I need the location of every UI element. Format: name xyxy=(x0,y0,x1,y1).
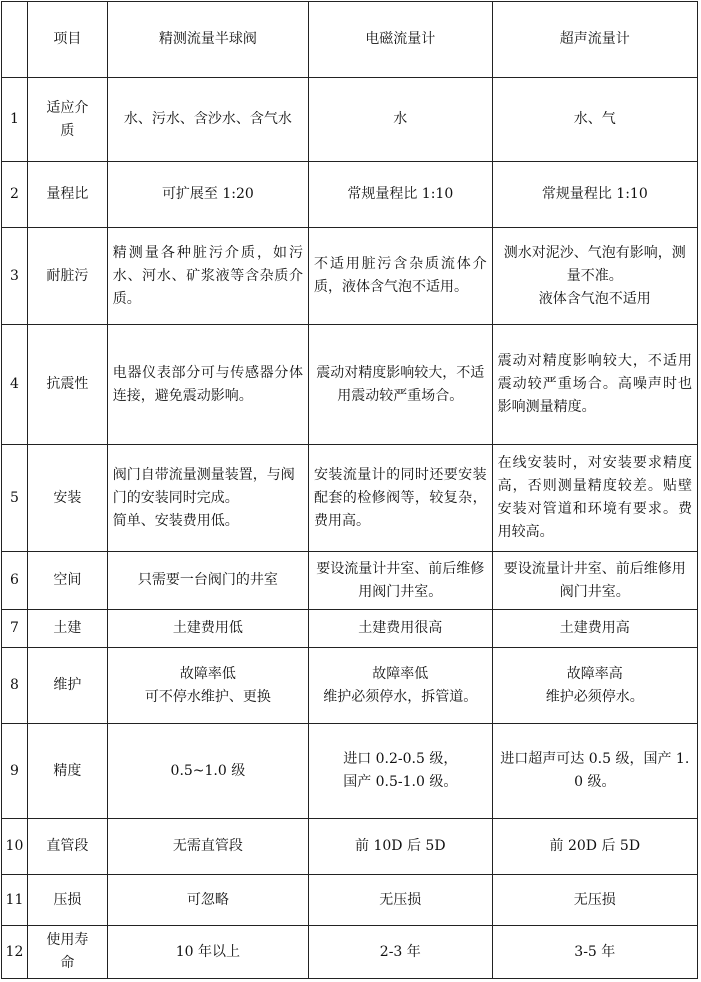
valve-cell: 可扩展至 1:20 xyxy=(107,162,308,228)
ultrasonic-cell: 要设流量计井室、前后维修用阀门井室。 xyxy=(492,552,697,610)
row-item: 使用寿命 xyxy=(27,926,107,979)
electromagnetic-cell: 水 xyxy=(309,78,493,162)
valve-line: 阀门自带流量测量装置，与阀门的安装同时完成。 xyxy=(112,466,295,506)
row-item: 抗震性 xyxy=(27,325,107,445)
valve-cell: 0.5~1.0 级 xyxy=(107,724,308,819)
header-cell-electromagnetic: 电磁流量计 xyxy=(309,2,493,78)
electromagnetic-cell: 不适用脏污含杂质流体介质，液体含气泡不适用。 xyxy=(309,228,493,325)
header-cell-valve: 精测流量半球阀 xyxy=(107,2,308,78)
valve-line: 故障率低 xyxy=(179,665,236,682)
ultrasonic-cell: 水、气 xyxy=(492,78,697,162)
row-item: 直管段 xyxy=(27,819,107,875)
table-row xyxy=(2,325,698,445)
ultrasonic-cell: 震动对精度影响较大，不适用震动较严重场合。高噪声时也影响测量精度。 xyxy=(492,325,697,445)
table-row xyxy=(2,875,698,926)
header-cell-num xyxy=(2,2,28,78)
ultrasonic-cell: 土建费用高 xyxy=(492,610,697,648)
header-cell-ultrasonic: 超声流量计 xyxy=(492,2,697,78)
table-row xyxy=(2,819,698,875)
electromagnetic-cell: 2-3 年 xyxy=(309,926,493,979)
valve-cell: 无需直管段 xyxy=(107,819,308,875)
row-number: 1 xyxy=(2,78,28,162)
electromagnetic-cell: 要设流量计井室、前后维修用阀门井室。 xyxy=(309,552,493,610)
valve-line: 简单、安装费用低。 xyxy=(112,512,239,529)
row-number: 3 xyxy=(2,228,28,325)
table-row xyxy=(2,78,698,162)
row-number: 7 xyxy=(2,610,28,648)
table-row xyxy=(2,445,698,552)
valve-cell: 10 年以上 xyxy=(107,926,308,979)
table-row xyxy=(2,162,698,228)
table-row xyxy=(2,926,698,979)
electromagnetic-line: 进口 0.2-0.5 级， xyxy=(343,751,458,767)
row-number: 5 xyxy=(2,445,28,552)
ultrasonic-cell: 常规量程比 1:10 xyxy=(492,162,697,228)
electromagnetic-cell: 震动对精度影响较大，不适用震动较严重场合。 xyxy=(309,325,493,445)
ultrasonic-cell: 无压损 xyxy=(492,875,697,926)
row-item: 安装 xyxy=(27,445,107,552)
ultrasonic-cell xyxy=(492,228,697,325)
table-row xyxy=(2,552,698,610)
valve-cell: 水、污水、含沙水、含气水 xyxy=(107,78,308,162)
table-row xyxy=(2,610,698,648)
row-item: 维护 xyxy=(27,648,107,724)
row-item: 土建 xyxy=(27,610,107,648)
ultrasonic-line: 故障率高 xyxy=(566,665,623,682)
row-item: 适应介质 xyxy=(27,78,107,162)
valve-cell xyxy=(107,445,308,552)
row-item: 压损 xyxy=(27,875,107,926)
table-row xyxy=(2,724,698,819)
row-number: 8 xyxy=(2,648,28,724)
ultrasonic-line: 测水对泥沙、气泡有影响，测量不准。 xyxy=(503,244,686,284)
valve-cell: 土建费用低 xyxy=(107,610,308,648)
row-number: 2 xyxy=(2,162,28,228)
row-item: 精度 xyxy=(27,724,107,819)
valve-cell: 可忽略 xyxy=(107,875,308,926)
valve-cell: 电器仪表部分可与传感器分体连接，避免震动影响。 xyxy=(107,325,308,445)
row-item: 空间 xyxy=(27,552,107,610)
ultrasonic-line: 维护必须停水。 xyxy=(545,688,644,705)
table-row xyxy=(2,228,698,325)
valve-cell: 精测量各种脏污介质，如污水、河水、矿浆液等含杂质介质。 xyxy=(107,228,308,325)
electromagnetic-cell xyxy=(309,648,493,724)
comparison-table xyxy=(1,1,698,979)
row-item: 耐脏污 xyxy=(27,228,107,325)
electromagnetic-cell: 常规量程比 1:10 xyxy=(309,162,493,228)
ultrasonic-cell: 3-5 年 xyxy=(492,926,697,979)
row-number: 6 xyxy=(2,552,28,610)
electromagnetic-cell: 土建费用很高 xyxy=(309,610,493,648)
valve-line: 可不停水维护、更换 xyxy=(144,688,271,705)
electromagnetic-line: 维护必须停水，拆管道。 xyxy=(323,688,478,705)
header-row xyxy=(2,2,698,78)
row-item: 量程比 xyxy=(27,162,107,228)
valve-cell: 只需要一台阀门的井室 xyxy=(107,552,308,610)
electromagnetic-line: 国产 0.5-1.0 级。 xyxy=(343,774,458,790)
row-number: 12 xyxy=(2,926,28,979)
electromagnetic-cell: 无压损 xyxy=(309,875,493,926)
electromagnetic-cell: 前 10D 后 5D xyxy=(309,819,493,875)
ultrasonic-cell: 进口超声可达 0.5 级，国产 1.0 级。 xyxy=(492,724,697,819)
electromagnetic-cell: 安装流量计的同时还要安装配套的检修阀等，较复杂，费用高。 xyxy=(309,445,493,552)
electromagnetic-line: 故障率低 xyxy=(372,665,429,682)
ultrasonic-cell: 在线安装时，对安装要求精度高，否则测量精度较差。贴壁安装对管道和环境有要求。费用较高。 xyxy=(492,445,697,552)
header-cell-item: 项目 xyxy=(27,2,107,78)
row-number: 4 xyxy=(2,325,28,445)
ultrasonic-line: 液体含气泡不适用 xyxy=(538,290,651,307)
ultrasonic-cell xyxy=(492,648,697,724)
valve-cell xyxy=(107,648,308,724)
table-row xyxy=(2,648,698,724)
ultrasonic-cell: 前 20D 后 5D xyxy=(492,819,697,875)
row-number: 11 xyxy=(2,875,28,926)
row-number: 10 xyxy=(2,819,28,875)
row-number: 9 xyxy=(2,724,28,819)
electromagnetic-cell xyxy=(309,724,493,819)
